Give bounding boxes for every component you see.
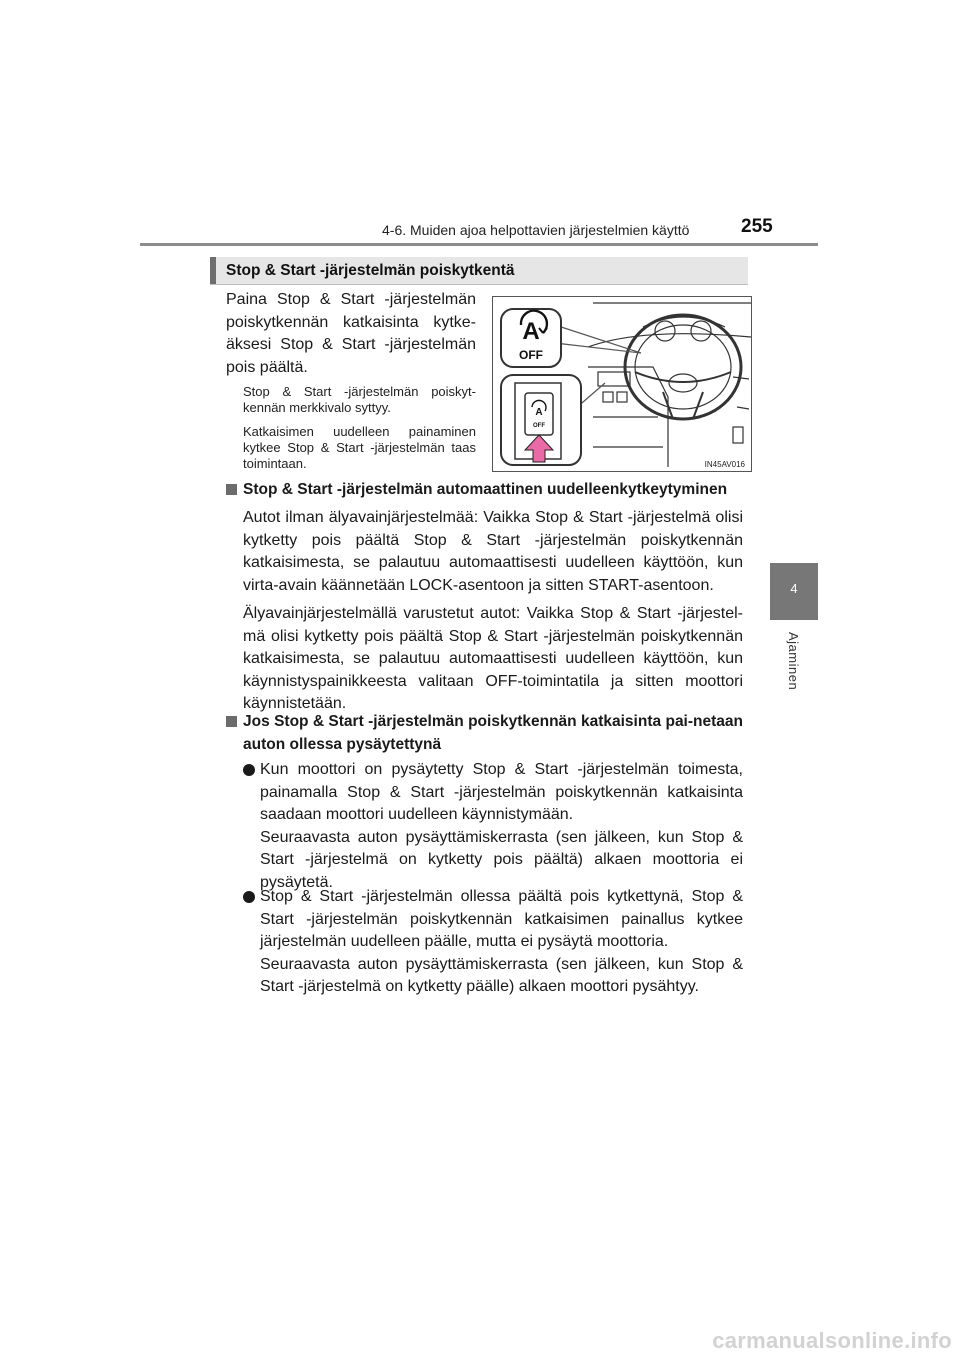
section-accent — [210, 257, 216, 284]
section-title: Stop & Start -järjestelmän poiskytkentä — [226, 262, 515, 279]
bullet-dot-icon — [243, 891, 255, 903]
dashboard-figure — [492, 296, 752, 472]
switch-off: OFF — [533, 423, 545, 429]
callout-top-letter: A — [522, 318, 540, 345]
bullet2-text-a: Stop & Start -järjestelmän ollessa päältä pois kytkettynä, Stop & Start -järjestelmän poiskytkennän katkaisimen painallus kytkee järjestelmän uudelleen päälle, mutta ei pysäytä moottoria. — [260, 888, 743, 951]
chapter-label: Ajaminen — [786, 632, 801, 691]
header-rule — [140, 243, 818, 246]
note-indicator-light: Stop & Start -järjestelmän poiskyt-kennän merkkivalo syttyy. — [243, 384, 476, 415]
heading-square-icon — [226, 484, 237, 495]
chapter-tab — [770, 563, 818, 620]
bullet-engine-stopped — [243, 759, 743, 895]
section-title-bar — [210, 257, 748, 285]
page-number: 255 — [741, 216, 773, 237]
para-with-smart-key: Älyavainjärjestelmällä varustetut autot: Vaikka Stop & Start -järjestel-mä olisi kytketty pois päältä Stop & Start -järjestelmän poiskytkennän katkaisimesta, se palautuu automaattisesti uudelleen käyttöön, kun käynnistyspainikkeesta valitaan OFF-toimintatila ja sitten moottori käynnistetään. — [243, 605, 743, 713]
callout-top-off: OFF — [519, 348, 543, 362]
watermark: carmanualsonline.info — [712, 1328, 952, 1353]
note-press-again: Katkaisimen uudelleen painaminen kytkee Stop & Start -järjestelmän taas toimintaan. — [243, 424, 476, 471]
chapter-number: 4 — [790, 581, 798, 596]
heading-auto-restart-text: Stop & Start -järjestelmän automaattinen uudelleenkytkeytyminen — [243, 481, 728, 498]
bullet1-text-b: Seuraavasta auton pysäyttämiskerrasta (sen jälkeen, kun Stop & Start -järjestelmä on kytketty pois päältä) alkaen moottoria ei pysäytetä. — [260, 828, 743, 891]
intro-paragraph: Paina Stop & Start -järjestelmän poiskytkennän katkaisinta kytke-äksesi Stop & Start -järjestelmän pois päältä. — [226, 291, 476, 376]
switch-letter: A — [535, 407, 543, 418]
heading-stopped-switch — [226, 711, 743, 756]
figure-code: IN45AV016 — [704, 460, 745, 469]
para-without-smart-key: Autot ilman älyavainjärjestelmää: Vaikka Stop & Start -järjestelmä olisi kytketty pois päältä Stop & Start -järjestelmän poiskytkennän katkaisimesta, se palautuu automaattisesti uudelleen käyttöön, kun virta-avain käännetään LOCK-asentoon ja sitten START-asentoon. — [243, 509, 743, 594]
heading-stopped-switch-text: Jos Stop & Start -järjestelmän poiskytkennän katkaisinta pai-netaan auton ollessa pysäytettynä — [243, 713, 743, 753]
bullet-system-off — [243, 886, 743, 999]
bullet1-text-a: Kun moottori on pysäytetty Stop & Start -järjestelmän toimesta, painamalla Stop & Start -järjestelmän poiskytkennän katkaisinta saadaan moottori uudelleen käynnistymään. — [260, 761, 743, 824]
heading-auto-restart — [226, 479, 743, 502]
bullet-dot-icon — [243, 764, 255, 776]
bullet2-text-b: Seuraavasta auton pysäyttämiskerrasta (sen jälkeen, kun Stop & Start -järjestelmä on kytketty päälle) alkaen moottori pysähtyy. — [260, 955, 743, 996]
header-title: 4-6. Muiden ajoa helpottavien järjestelmien käyttö — [382, 222, 690, 238]
dashboard-illustration — [493, 297, 751, 471]
heading-square-icon — [226, 716, 237, 727]
